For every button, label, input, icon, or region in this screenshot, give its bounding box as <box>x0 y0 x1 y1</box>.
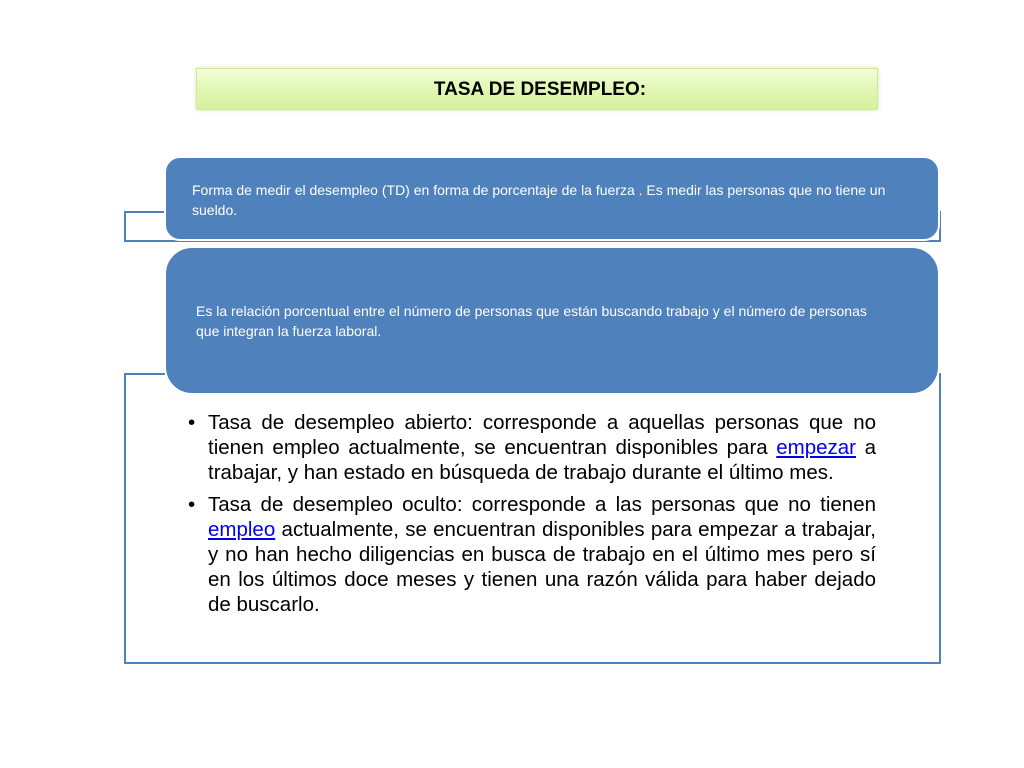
relation-text: Es la relación porcentual entre el número de personas que están buscando trabajo y el número de personas que integran la fuerza laboral. <box>196 303 867 339</box>
list-item-hidden-unemployment <box>186 492 876 617</box>
list-item-text-start: Tasa de desempleo oculto: corresponde a las personas que no tienen <box>208 493 876 516</box>
list-item-text-start: Tasa de desempleo abierto: corresponde a aquellas personas que no tienen empleo actualmente, se encuentran disponibles para <box>208 411 876 459</box>
unemployment-types-list <box>186 410 876 624</box>
bullet-icon: • <box>188 493 196 516</box>
page-title: TASA DE DESEMPLEO: <box>433 79 647 100</box>
list-item-text-end: a trabajar, y han estado en búsqueda de trabajo durante el último mes. <box>208 436 876 484</box>
definition-box <box>164 156 940 241</box>
bullet-icon: • <box>188 411 196 434</box>
list-item-open-unemployment <box>186 410 876 485</box>
definition-text: Forma de medir el desempleo (TD) en forma de porcentaje de la fuerza . Es medir las personas que no tiene un sueldo. <box>192 182 886 218</box>
title-banner <box>196 68 878 110</box>
empleo-link[interactable]: empleo <box>208 518 276 541</box>
relation-box <box>164 246 940 395</box>
empezar-link[interactable]: empezar <box>776 436 857 459</box>
list-item-text-end: actualmente, se encuentran disponibles para empezar a trabajar, y no han hecho diligencias en busca de trabajo en el último mes pero sí en los últimos doce meses y tienen una razón válida para haber dejado de buscarlo. <box>208 518 876 616</box>
